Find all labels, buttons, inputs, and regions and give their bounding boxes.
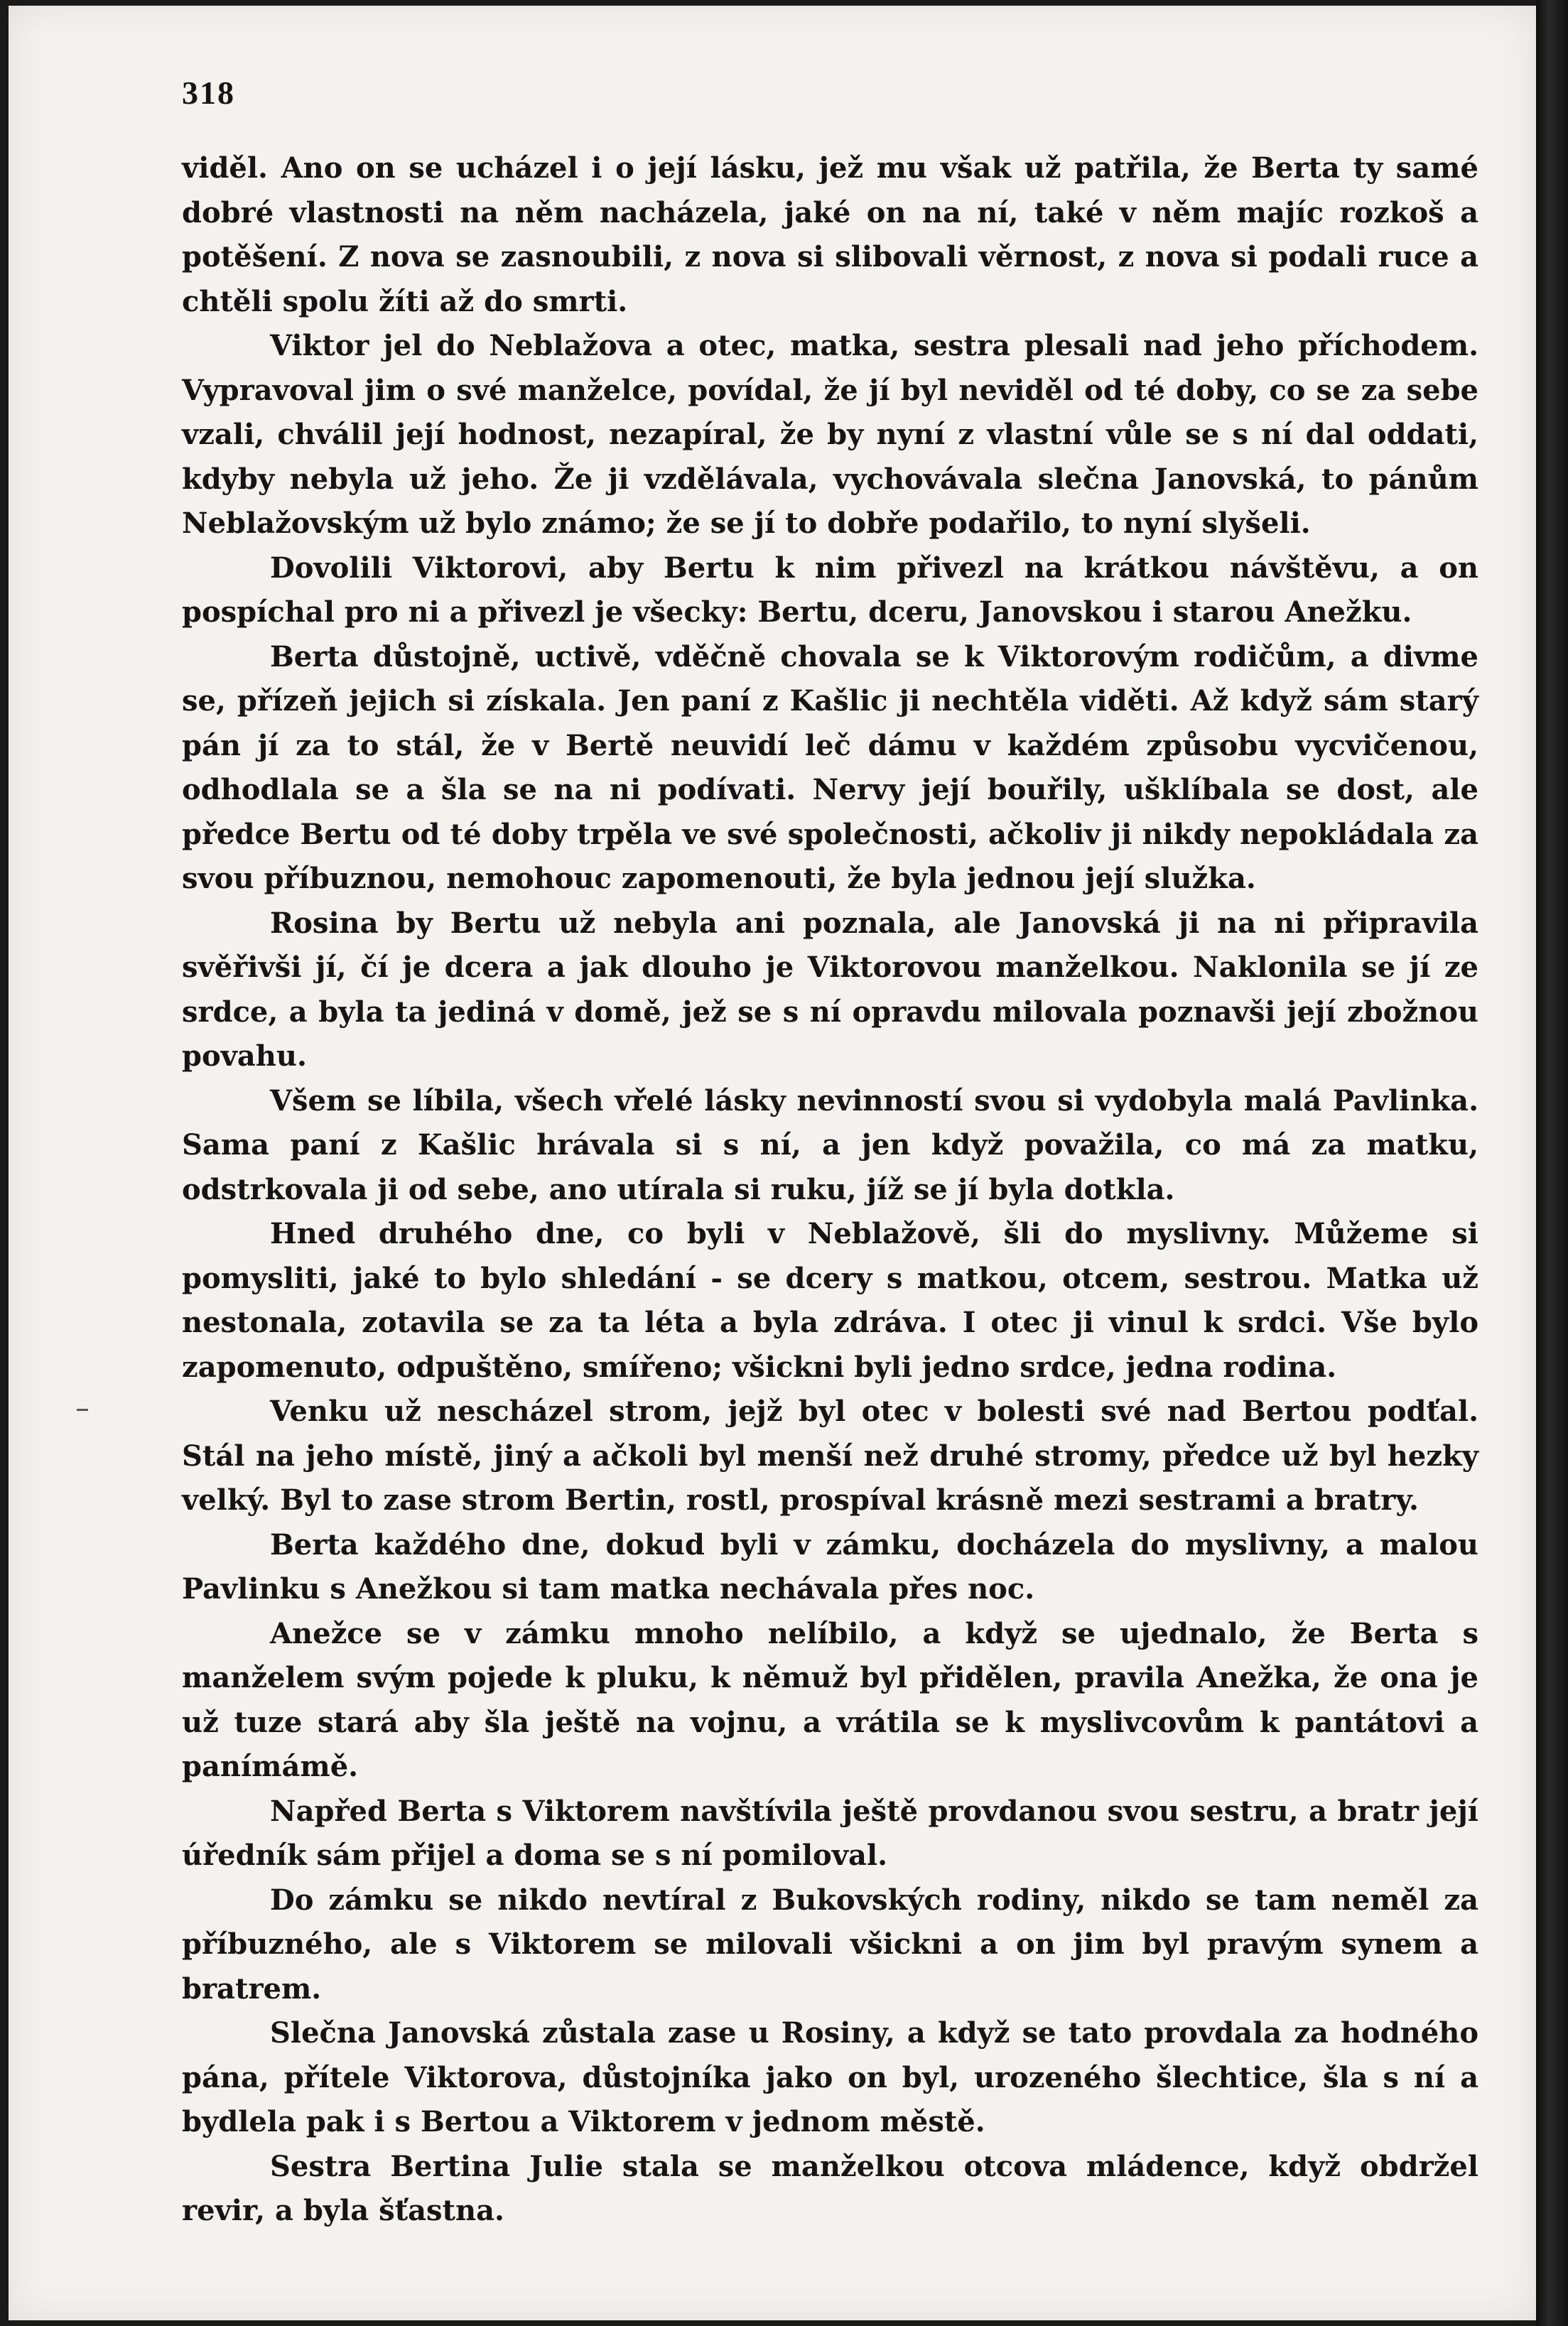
page-text (182, 146, 1478, 2234)
paragraph: viděl. Ano on se ucházel i o její lásku, jež mu však už patřila, že Berta ty samé dobré vlastnosti na něm nacházela, jaké on na ní, také v něm majíc rozkoš a potěšení. Z nova se zasnoubili, z nova si slibovali věrnost, z nova si podali ruce a chtěli spolu žíti až do smrti. (182, 151, 1478, 318)
page-number: 318 (182, 75, 235, 111)
book-page (9, 6, 1536, 2320)
paragraph: Viktor jel do Neblažova a otec, matka, sestra plesali nad jeho příchodem. Vypravoval jim o své manželce, povídal, že jí byl neviděl od té doby, co se za sebe vzali, chválil její hodnost, nezapíral, že by nyní z vlastní vůle se s ní dal oddati, kdyby nebyla už jeho. Že ji vzdělávala, vychovávala slečna Janovská, to pánům Neblažovským už bylo známo; že se jí to dobře podařilo, to nyní slyšeli. (182, 329, 1478, 540)
paragraph: Hned druhého dne, co byli v Neblažově, šli do myslivny. Můžeme si pomysliti, jaké to bylo shledání - se dcery s matkou, otcem, sestrou. Matka už nestonala, zotavila se za ta léta a byla zdráva. I otec ji vinul k srdci. Vše bylo zapomenuto, odpuštěno, smířeno; všickni byli jedno srdce, jedna rodina. (182, 1217, 1478, 1384)
book-spine-edge (1536, 0, 1568, 2326)
margin-mark (77, 1409, 88, 1411)
paragraph: Anežce se v zámku mnoho nelíbilo, a když se ujednalo, že Berta s manželem svým pojede k pluku, k němuž byl přidělen, pravila Anežka, že ona je už tuze stará aby šla ještě na vojnu, a vrátila se k myslivcovům k pantátovi a panímámě. (182, 1616, 1478, 1783)
paragraph: Slečna Janovská zůstala zase u Rosiny, a když se tato provdala za hodného pána, přítele Viktorova, důstojníka jako on byl, urozeného šlechtice, šla s ní a bydlela pak i s Bertou a Viktorem v jednom městě. (182, 2016, 1478, 2138)
paragraph: Berta důstojně, uctivě, vděčně chovala se k Viktorovým rodičům, a divme se, přízeň jejich si získala. Jen paní z Kašlic ji nechtěla viděti. Až když sám starý pán jí za to stál, že v Bertě neuvidí leč dámu v každém způsobu vycvičenou, odhodlala se a šla se na ni podívati. Nervy její bouřily, ušklíbala se dost, ale předce Bertu od té doby trpěla ve své společnosti, ačkoliv ji nikdy nepokládala za svou příbuznou, nemohouc zapomenouti, že byla jednou její služka. (182, 639, 1478, 895)
paragraph: Dovolili Viktorovi, aby Bertu k nim přivezl na krátkou návštěvu, a on pospíchal pro ni a přivezl je všecky: Bertu, dceru, Janovskou i starou Anežku. (182, 551, 1478, 629)
paragraph: Všem se líbila, všech vřelé lásky nevinností svou si vydobyla malá Pavlinka. Sama paní z Kašlic hrávala si s ní, a jen když považila, co má za matku, odstrkovala ji od sebe, ano utírala si ruku, jíž se jí byla dotkla. (182, 1083, 1478, 1206)
paragraph: Napřed Berta s Viktorem navštívila ještě provdanou svou sestru, a bratr její úředník sám přijel a doma se s ní pomiloval. (182, 1794, 1478, 1872)
paragraph: Do zámku se nikdo nevtíral z Bukovských rodiny, nikdo se tam neměl za příbuzného, ale s Viktorem se milovali všickni a on jim byl pravým synem a bratrem. (182, 1883, 1478, 2006)
paragraph: Venku už nescházel strom, jejž byl otec v bolesti své nad Bertou podťal. Stál na jeho místě, jiný a ačkoli byl menší než druhé stromy, předce už byl hezky velký. Byl to zase strom Bertin, rostl, prospíval krásně mezi sestrami a bratry. (182, 1395, 1478, 1517)
paragraph: Sestra Bertina Julie stala se manželkou otcova mládence, když obdržel revir, a byla šťastna. (182, 2149, 1478, 2227)
paragraph: Rosina by Bertu už nebyla ani poznala, ale Janovská ji na ni připravila svěřivši jí, čí je dcera a jak dlouho je Viktorovou manželkou. Naklonila se jí ze srdce, a byla ta jediná v domě, jež se s ní opravdu milovala poznavši její zbožnou povahu. (182, 906, 1478, 1073)
paragraph: Berta každého dne, dokud byli v zámku, docházela do myslivny, a malou Pavlinku s Anežkou si tam matka nechávala přes noc. (182, 1527, 1478, 1606)
